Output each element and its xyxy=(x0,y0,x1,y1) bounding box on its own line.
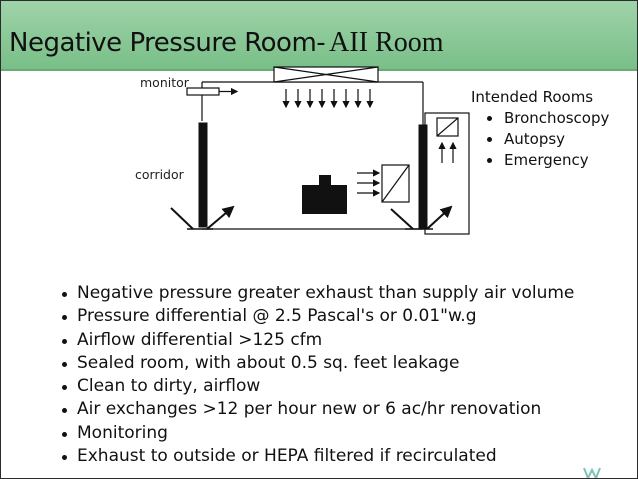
monitor-label: monitor xyxy=(140,75,189,90)
title-main: Negative Pressure Room- xyxy=(9,28,326,58)
room-item: Bronchoscopy xyxy=(485,108,609,129)
logo-icon xyxy=(583,467,601,479)
room-item: Emergency xyxy=(485,150,609,171)
intended-rooms xyxy=(471,87,609,171)
exhaust-airflow xyxy=(357,173,379,193)
requirement-item: Sealed room, with about 0.5 sq. feet leakage xyxy=(61,352,574,375)
requirement-item: Airflow differential >125 cfm xyxy=(61,329,574,352)
monitor-device xyxy=(187,88,237,95)
intended-rooms-list xyxy=(471,108,609,171)
room-item: Autopsy xyxy=(485,129,609,150)
title-suffix: AII Room xyxy=(329,27,444,58)
supply-diffuser xyxy=(274,67,378,107)
anteroom xyxy=(425,113,469,234)
exhaust-grille xyxy=(382,165,409,202)
intended-rooms-heading: Intended Rooms xyxy=(471,88,594,106)
requirement-item: Air exchanges >12 per hour new or 6 ac/hr renovation xyxy=(61,398,574,421)
requirement-item: Monitoring xyxy=(61,422,574,445)
requirement-item: Negative pressure greater exhaust than supply air volume xyxy=(61,282,574,305)
requirement-item: Pressure differential @ 2.5 Pascal's or 0.01"w.g xyxy=(61,305,574,328)
bed-equipment xyxy=(302,175,347,214)
requirements-list xyxy=(61,282,574,468)
corridor-label: corridor xyxy=(135,167,184,182)
requirement-item: Clean to dirty, airflow xyxy=(61,375,574,398)
requirement-item: Exhaust to outside or HEPA filtered if recirculated xyxy=(61,445,574,468)
